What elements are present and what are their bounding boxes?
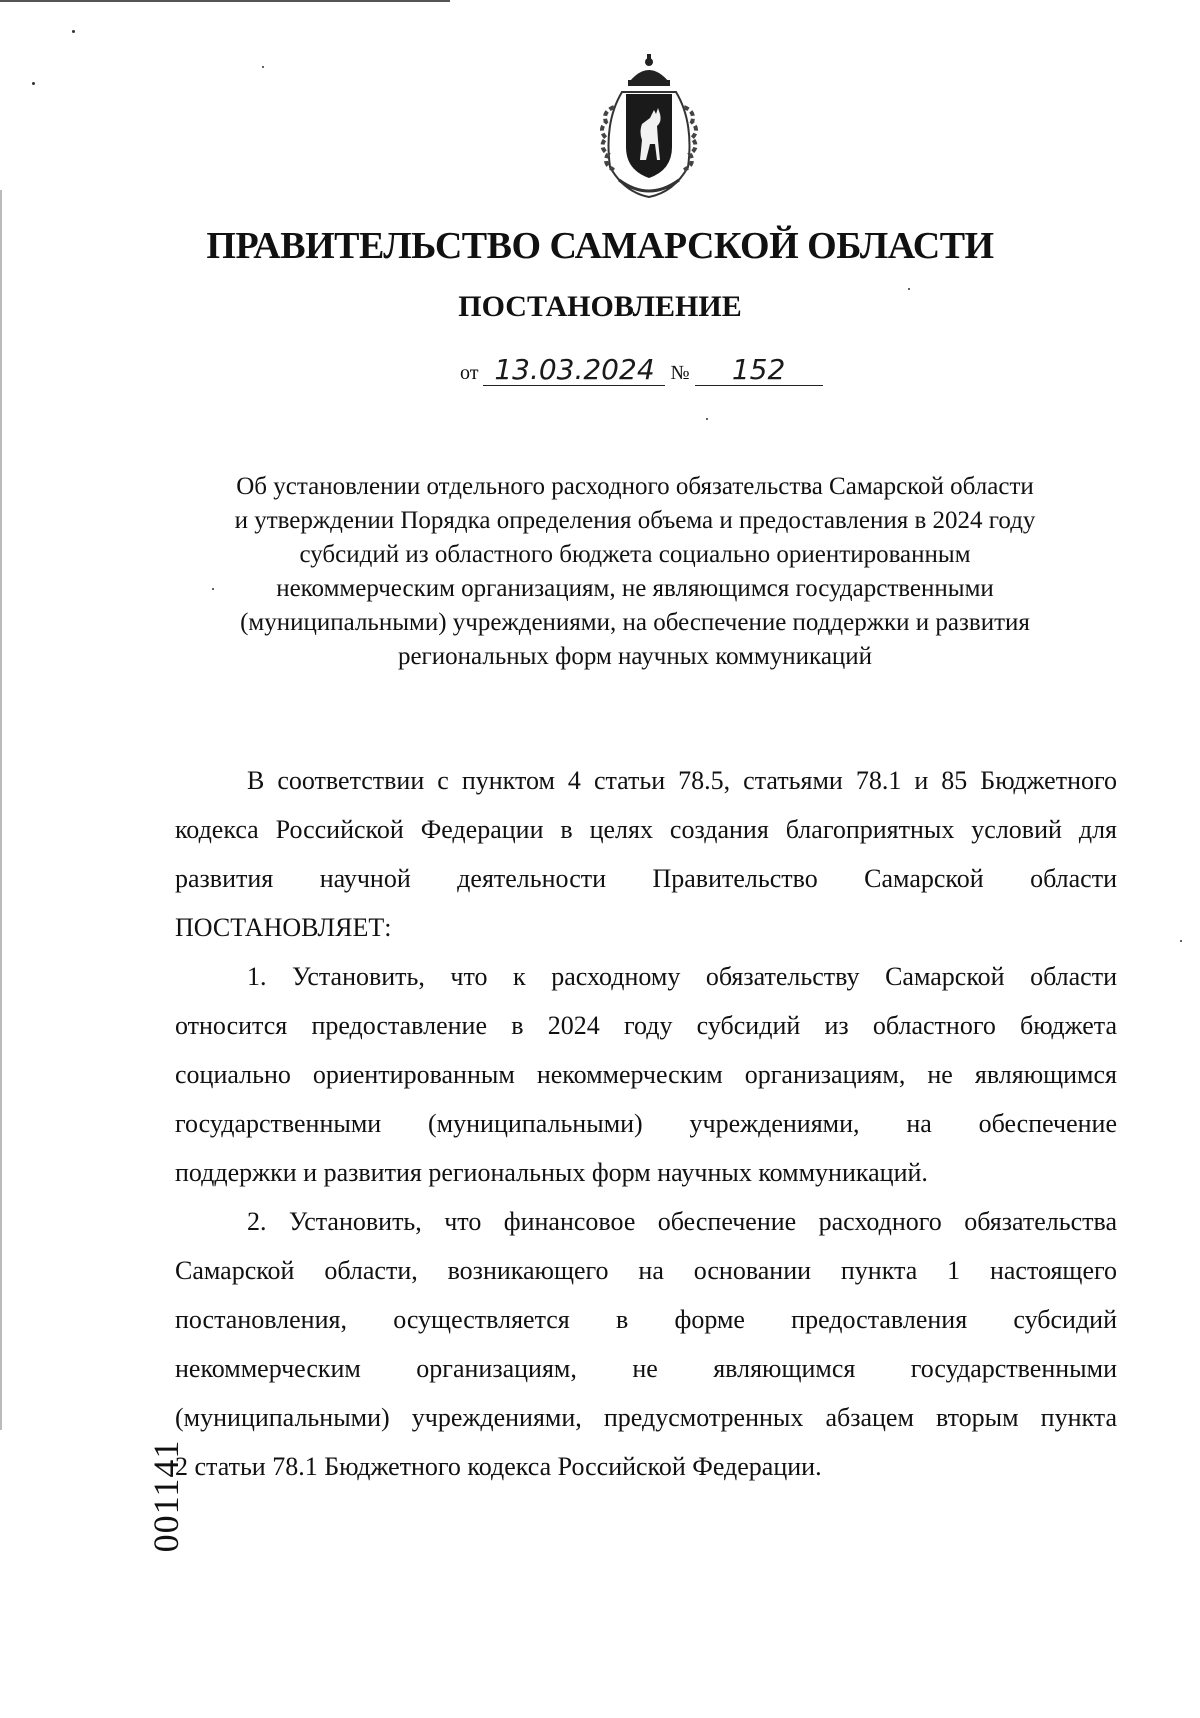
body-line: некоммерческим организациям, не являющимся государственными [175, 1354, 1117, 1383]
body-line: 2. Установить, что финансовое обеспечение расходного обязательства [247, 1207, 1117, 1236]
heading-line: Об установлении отдельного расходного обязательства Самарской области [236, 473, 1034, 500]
document-number: 152 [695, 355, 823, 386]
body-line: социально ориентированным некоммерческим организациям, не являющимся [175, 1060, 1117, 1089]
body-line: постановления, осуществляется в форме предоставления субсидий [175, 1305, 1117, 1334]
body-line: кодекса Российской Федерации в целях создания благоприятных условий для [175, 815, 1117, 844]
number-prefix: № [670, 362, 690, 384]
body-line: 2 статьи 78.1 Бюджетного кодекса Российской Федерации. [175, 1452, 822, 1481]
date-prefix: от [460, 362, 479, 384]
document-date-number [460, 355, 823, 386]
scan-speck [262, 66, 264, 68]
body-line: развития научной деятельности Правительство Самарской области [175, 864, 1117, 893]
document-type: ПОСТАНОВЛЕНИЕ [458, 290, 742, 323]
body-line: (муниципальными) учреждениями, предусмотренных абзацем вторым пункта [175, 1403, 1117, 1432]
scan-speck [72, 30, 75, 33]
heading-line: (муниципальными) учреждениями, на обеспечение поддержки и развития [240, 609, 1030, 636]
scan-speck [1180, 940, 1182, 942]
heading-line: субсидий из областного бюджета социально ориентированным [299, 541, 971, 568]
body-line: государственными (муниципальными) учреждениями, на обеспечение [175, 1109, 1117, 1138]
body-line: ПОСТАНОВЛЯЕТ: [175, 913, 392, 942]
body-line: Самарской области, возникающего на основании пункта 1 настоящего [175, 1256, 1117, 1285]
scan-edge-top [0, 0, 450, 2]
scan-speck [706, 418, 708, 420]
body-line: 1. Установить, что к расходному обязательству Самарской области [247, 962, 1117, 991]
body-line: поддержки и развития региональных форм научных коммуникаций. [175, 1158, 928, 1187]
document-heading [160, 470, 1110, 674]
organization-title: ПРАВИТЕЛЬСТВО САМАРСКОЙ ОБЛАСТИ [206, 225, 994, 267]
body-line: относится предоставление в 2024 году субсидий из областного бюджета [175, 1011, 1117, 1040]
heading-line: региональных форм научных коммуникаций [397, 643, 873, 670]
coat-of-arms-icon [584, 52, 714, 202]
scan-speck [32, 82, 35, 85]
heading-line: некоммерческим организациям, не являющимся государственными [276, 575, 994, 602]
serial-number-stamp: 001141 [146, 1439, 186, 1553]
heading-line: и утверждении Порядка определения объема и предоставления в 2024 году [234, 507, 1036, 534]
body-line: В соответствии с пунктом 4 статьи 78.5, статьями 78.1 и 85 Бюджетного [247, 766, 1117, 795]
document-body [175, 756, 1117, 1491]
document-date: 13.03.2024 [483, 355, 665, 386]
scan-edge-left [0, 190, 2, 1430]
